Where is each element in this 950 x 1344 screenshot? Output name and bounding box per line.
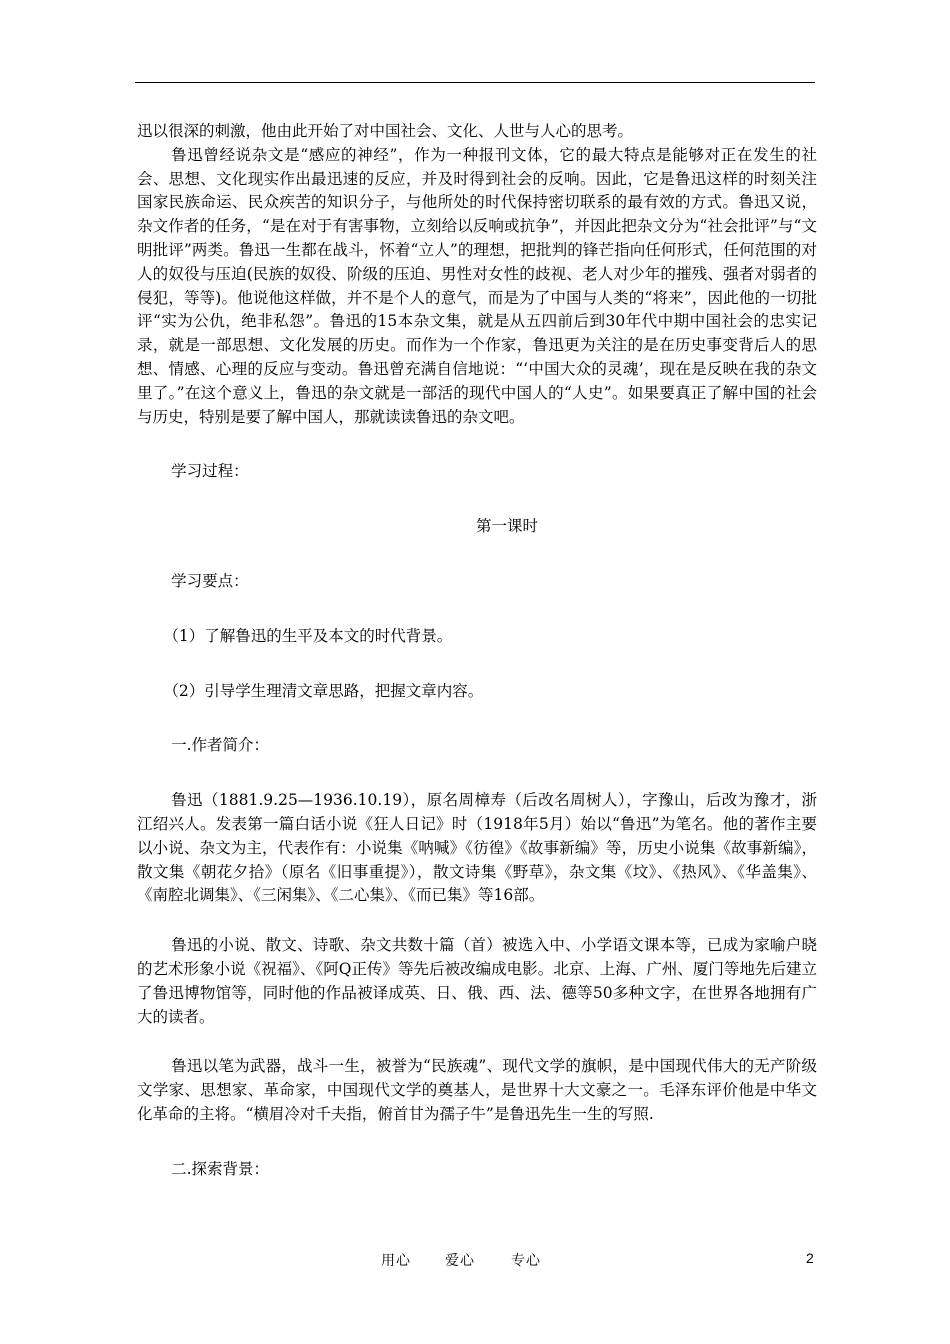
section-author-heading: 一.作者简介：	[171, 736, 270, 755]
author-legacy-paragraph: 鲁迅以笔为武器，战斗一生，被誉为“民族魂”、现代文学的旗帜，是中国现代伟大的无产阶级文学家、思想家、革命家，中国现代文学的奠基人，是世界十大文豪之一。毛泽东评价他是中华文化革命的主将。“横眉冷对千夫指，俯首甘为孺子牛”是鲁迅先生一生的写照.	[137, 1057, 817, 1123]
header-rule	[135, 82, 815, 83]
key-point-1: （1）了解鲁迅的生平及本文的时代背景。	[163, 626, 453, 645]
key-points-heading: 学习要点：	[171, 571, 249, 590]
lesson-title: 第一课时	[475, 517, 538, 536]
footer-motto	[381, 1250, 541, 1270]
author-works-paragraph: 鲁迅的小说、散文、诗歌、杂文共数十篇（首）被选入中、小学语文课本等，已成为家喻户晓的艺术形象小说《祝福》、《阿Q正传》等先后被改编成电影。北京、上海、广州、厦门等地先后建立了鲁迅博物馆等，同时他的作品被译成英、日、俄、西、法、德等50多种文字，在世界各地拥有广大的读者。	[137, 936, 817, 1026]
learning-process-label: 学习过程：	[171, 462, 249, 481]
page-footer	[0, 1248, 950, 1272]
key-point-2: （2）引导学生理清文章思路，把握文章内容。	[163, 681, 484, 700]
paragraph-zawen: 鲁迅曾经说杂文是“感应的神经”，作为一种报刊文体，它的最大特点是能够对正在发生的社会、思想、文化现实作出最迅速的反应，并及时得到社会的反响。因此，它是鲁迅这样的时刻关注国家民族命运、民众疾苦的知识分子，与他所处的时代保持密切联系的最有效的方式。鲁迅又说，杂文作者的任务，“是在对于有害事物，立刻给以反响或抗争”，并因此把杂文分为“社会批评”与“文明批评”两类。鲁迅一生都在战斗，怀着“立人”的理想，把批判的锋芒指向任何形式，任何范围的对人的奴役与压迫(民族的奴役、阶级的压迫、男性对女性的歧视、老人对少年的摧残、强者对弱者的侵犯，等等)。他说他这样做，并不是个人的意气，而是为了中国与人类的“将来”，因此他的一切批评“实为公仇，绝非私怨”。鲁迅的15本杂文集，就是从五四前后到30年代中期中国社会的忠实记录，就是一部思想、文化发展的历史。而作为一个作家，鲁迅更为关注的是在历史事变背后人的思想、情感、心理的反应与变动。鲁迅曾充满自信地说：“‘中国大众的灵魂’，现在是反映在我的杂文里了。”在这个意义上，鲁迅的杂文就是一部活的现代中国人的“人史”。如果要真正了解中国的社会与历史，特别是要了解中国人，那就读读鲁迅的杂文吧。	[137, 145, 817, 426]
footer-word-3: 专心	[511, 1254, 541, 1269]
page-number: 2	[806, 1250, 814, 1266]
document-body	[137, 120, 817, 1182]
paragraph-continuation: 迅以很深的刺激，他由此开始了对中国社会、文化、人世与人心的思考。	[137, 122, 634, 140]
footer-word-1: 用心	[381, 1254, 411, 1269]
footer-word-2: 爱心	[445, 1254, 475, 1269]
author-bio-paragraph: 鲁迅（1881.9.25—1936.10.19），原名周樟寿（后改名周树人），字豫山，后改为豫才，浙江绍兴人。发表第一篇白话小说《狂人日记》时（1918年5月）始以“鲁迅”为笔名。他的著作主要以小说、杂文为主，代表作有：小说集《呐喊》《彷徨》《故事新编》等，历史小说集《故事新编》，散文集《朝花夕拾》（原名《旧事重提》），散文诗集《野草》，杂文集《坟》、《热风》、《华盖集》、《南腔北调集》、《三闲集》、《二心集》、《而已集》等16部。	[137, 791, 817, 905]
section-background-heading: 二.探索背景：	[171, 1159, 270, 1178]
